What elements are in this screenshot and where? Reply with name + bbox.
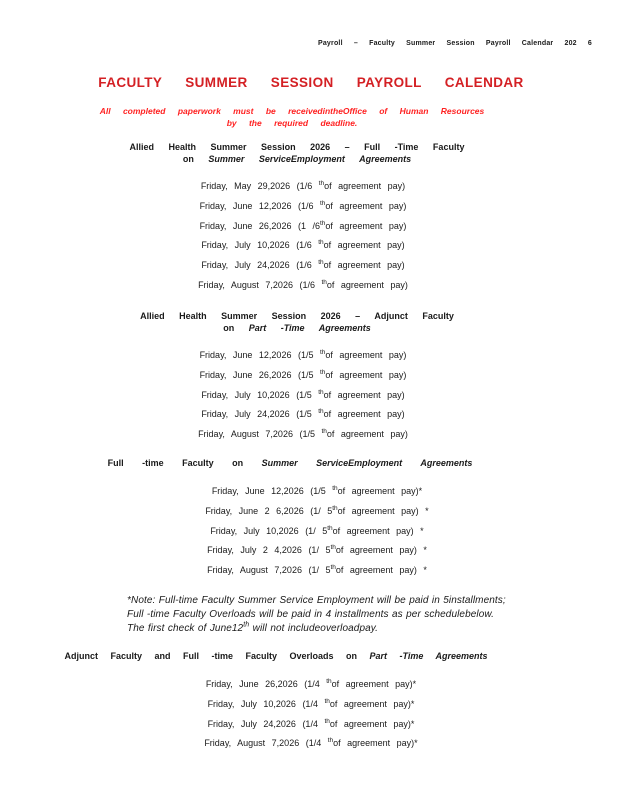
payroll-date-line-text: Friday, July 10,2026 (1/5 <box>201 389 319 400</box>
payroll-date-line <box>2 715 618 735</box>
heading-text: Part -Time <box>248 323 305 334</box>
payroll-date-line-text: of agreement pay) * <box>332 525 424 536</box>
ordinal-suffix: th <box>332 504 338 512</box>
heading-text: Allied Health Summer Session 2026 – Full -Time Faculty <box>129 142 465 152</box>
ordinal-suffix: th <box>318 180 325 187</box>
payroll-date-line <box>8 482 618 502</box>
section-date-list <box>2 675 618 754</box>
ordinal-suffix: th <box>318 239 324 247</box>
running-header: Payroll – Faculty Summer Session Payroll Calendar 202 6 <box>317 40 592 47</box>
note-line <box>127 622 531 636</box>
payroll-date-line-text: Friday, July 24,2026 (1/4 <box>207 718 325 729</box>
payroll-date-line-text: of agreement pay) <box>323 389 405 400</box>
ordinal-suffix: th <box>321 278 327 286</box>
ordinal-suffix: th <box>327 737 334 745</box>
payroll-date-line-text: of agreement pay)* <box>331 679 417 689</box>
payroll-date-line-text: of agreement pay) * <box>337 505 429 516</box>
payroll-date-line <box>0 366 612 386</box>
section-heading-line <box>0 141 606 153</box>
payroll-date-line-text: of agreement pay) <box>325 369 407 380</box>
payroll-date-line-text: Friday, July 24,2026 (1/5 <box>201 409 319 420</box>
payroll-date-line <box>8 541 618 561</box>
section-heading <box>0 650 585 662</box>
payroll-date-line-text: of agreement pay)* <box>329 718 415 729</box>
payroll-date-line-text: Friday, July 10,2026 (1/4 <box>207 698 325 709</box>
payroll-date-line <box>8 561 618 581</box>
note-line-text: The first check of June12 <box>127 623 244 635</box>
payroll-date-line-text: Friday, June 12,2026 (1/6 <box>199 200 320 211</box>
payroll-date-line <box>0 386 612 406</box>
payroll-date-line-text: of agreement pay) * <box>335 565 427 576</box>
heading-text: on <box>223 323 249 334</box>
heading-text: Agreements <box>402 458 473 468</box>
ordinal-suffix: th <box>332 485 338 492</box>
payroll-date-line-text: Friday, June 12,2026 (1/5 <box>199 350 320 360</box>
payroll-date-line-text: of agreement pay) <box>326 429 408 440</box>
payroll-date-line-text: Friday, June 26,2026 (1/4 <box>205 679 327 689</box>
payroll-date-line <box>0 217 612 237</box>
ordinal-suffix: th <box>327 524 333 532</box>
payroll-date-line-text: of agreement pay) <box>323 260 405 271</box>
note-line-text: *Note: Full-time Faculty Summer Service Employment will be paid in 5installments; <box>127 595 506 606</box>
payroll-date-line-text: Friday, June 2 6,2026 (1/ 5 <box>205 505 333 516</box>
ordinal-suffix: th <box>324 717 330 725</box>
payroll-date-line-text: Friday, August 7,2026 (1/5 <box>198 429 322 440</box>
note-line <box>127 608 531 622</box>
section-heading-line <box>0 153 606 165</box>
note-line-text: will not includeoverloadpay. <box>249 623 379 635</box>
payroll-date-line-text: Friday, June 12,2026 (1/5 <box>211 486 333 496</box>
page-title: FACULTY SUMMER SESSION PAYROLL CALENDAR <box>98 75 524 90</box>
section-heading <box>0 457 599 469</box>
payroll-date-line <box>0 405 612 425</box>
payroll-date-line-text: of agreement pay) <box>323 409 405 420</box>
ordinal-suffix: th <box>319 368 326 376</box>
ordinal-suffix: th <box>324 697 330 705</box>
payroll-date-line-text: Friday, June 26,2026 (1 /6 <box>199 220 320 231</box>
payroll-date-line-text: Friday, May 29,2026 (1/6 <box>200 181 319 191</box>
payroll-date-line-text: of agreement pay)* <box>333 738 418 749</box>
heading-text: Agreements <box>344 154 412 165</box>
payroll-date-line <box>0 425 612 445</box>
section-date-list <box>8 482 618 581</box>
payroll-date-line-text: of agreement pay) <box>324 181 406 191</box>
payroll-date-line <box>0 236 612 256</box>
payroll-date-line-text: Friday, July 2 4,2026 (1/ 5 <box>207 545 331 556</box>
payroll-date-line-text: of agreement pay)* <box>329 698 415 709</box>
section-date-list <box>0 177 612 296</box>
payroll-date-line-text: Friday, July 10,2026 (1/6 <box>201 240 319 251</box>
payroll-date-line-text: Friday, August 7,2026 (1/ 5 <box>207 565 331 576</box>
hr-deadline-notice <box>0 105 601 130</box>
payroll-date-line-text: of agreement pay)* <box>337 486 423 496</box>
ordinal-suffix: th <box>330 544 336 552</box>
heading-text: Adjunct Faculty and Full -time Faculty Overloads on <box>64 651 370 661</box>
payroll-date-line <box>0 197 612 217</box>
ordinal-suffix: th <box>321 428 327 436</box>
payroll-date-line-text: of agreement pay) <box>323 240 405 251</box>
section-heading-line <box>0 310 606 322</box>
ordinal-suffix: th <box>318 259 324 267</box>
payroll-date-line <box>0 346 612 366</box>
payroll-date-line <box>8 502 618 522</box>
note-line <box>127 594 531 608</box>
payroll-date-line <box>0 256 612 276</box>
section-date-list <box>0 346 612 445</box>
payroll-date-line-text: of agreement pay) <box>325 220 407 231</box>
notice-line: All completed paperwork must be receivedintheOffice of Human Resources <box>99 106 485 116</box>
heading-text: Full -time Faculty on <box>107 458 262 468</box>
payroll-date-line <box>2 734 618 754</box>
payroll-date-line-text: of agreement pay) <box>325 200 407 211</box>
payroll-date-line <box>0 276 612 296</box>
ordinal-suffix: th <box>243 622 250 630</box>
notice-line: by the required deadline. <box>226 118 358 129</box>
section-heading-line <box>0 457 599 469</box>
payroll-date-line-text: of agreement pay) <box>326 279 408 290</box>
ordinal-suffix: th <box>318 408 324 416</box>
section-heading <box>0 310 606 335</box>
ordinal-suffix: th <box>319 219 326 227</box>
heading-text: on <box>182 154 209 165</box>
heading-text: Summer ServiceEmployment <box>208 154 345 165</box>
ordinal-suffix: th <box>319 349 326 356</box>
payroll-date-line <box>8 522 618 542</box>
payroll-date-line-text: Friday, June 26,2026 (1/5 <box>199 369 320 380</box>
payroll-date-line-text: Friday, August 7,2026 (1/6 <box>198 279 322 290</box>
ordinal-suffix: th <box>319 199 326 207</box>
payroll-date-line-text: of agreement pay) <box>325 350 407 360</box>
payroll-date-line <box>2 695 618 715</box>
heading-text: Agreements <box>304 323 371 334</box>
heading-text: Agreements <box>423 651 488 661</box>
note <box>127 594 531 637</box>
payroll-date-line-text: Friday, July 10,2026 (1/ 5 <box>210 525 328 536</box>
ordinal-suffix: th <box>326 678 332 685</box>
payroll-date-line-text: Friday, July 24,2026 (1/6 <box>201 260 319 271</box>
ordinal-suffix: th <box>318 388 324 396</box>
payroll-date-line-text: of agreement pay) * <box>335 545 427 556</box>
section-heading <box>0 141 606 166</box>
section-heading-line <box>0 650 585 662</box>
heading-text: Summer ServiceEmployment <box>261 458 403 468</box>
payroll-date-line <box>2 675 618 695</box>
ordinal-suffix: th <box>330 564 336 572</box>
payroll-date-line-text: Friday, August 7,2026 (1/4 <box>204 738 328 749</box>
note-line-text: Full -time Faculty Overloads will be paid in 4 installments as per schedulebelow. <box>127 609 495 621</box>
section-heading-line <box>0 322 606 334</box>
heading-text: Part -Time <box>369 651 424 661</box>
payroll-date-line <box>0 177 612 197</box>
heading-text: Allied Health Summer Session 2026 – Adjunct Faculty <box>140 311 454 321</box>
